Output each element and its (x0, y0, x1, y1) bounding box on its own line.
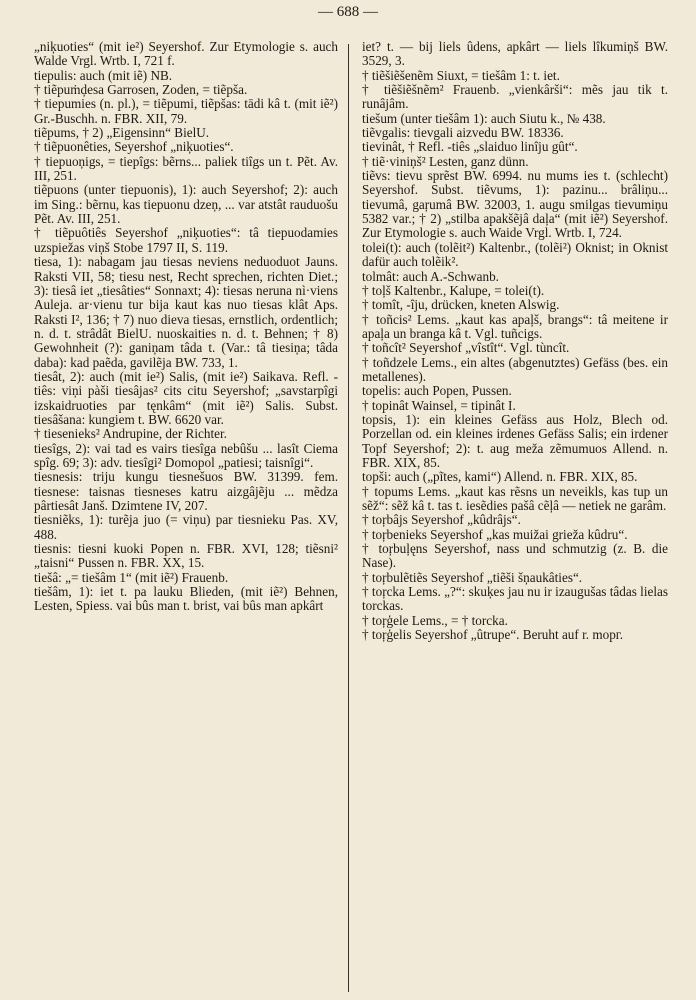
dictionary-entry: † toļš Kaltenbr., Kalupe, = tolei(t). (362, 282, 545, 298)
dictionary-entry: † toñcis² Lems. „kaut kas apaļš, brangs“: tâ meitene ir apaļa un branga kâ t. Vgl. tuñcigs. (362, 311, 668, 341)
dictionary-entry: tiesnesis: triju kungu tiesnešuos BW. 31399. fem. tiesnese: taisnas tiesneses katru aizgâjẽju ... mẽdza pârtiesât Janš. Dzimtene IV, 207. (34, 469, 338, 513)
dictionary-entry: topši: auch („pĩtes, kami“) Allend. n. FBR. XIX, 85. (362, 469, 638, 485)
dictionary-entry: † toŗcka Lems. „?“: skuķes jau nu ir izaugušas tâdas lielas torckas. (362, 584, 668, 614)
dictionary-entry: † toŗģelis Seyershof „ûtrupe“. Beruht auf r. moрг. (362, 627, 624, 643)
dictionary-entry: topsis, 1): ein kleines Gefäss aus Holz, Blech od. Porzellan od. ein kleines irdenes Gefäss Salis; ein irdener Topf Seyershof; 2): t. aug meža zẽmumuos Allend. n. FBR. XIX, 85. (362, 411, 668, 470)
dictionary-entry: † topums Lems. „kaut kas rẽsns un neveikls, kas tup un sẽž“: sẽž kâ t. tas t. iesẽdies pašâ cẽļâ — netiek ne garâm. (362, 483, 668, 513)
dictionary-entry: † toŗģele Lems., = † torcka. (362, 612, 508, 628)
dictionary-entry: tiesîgs, 2): vai tad es vairs tiesîga nebûšu ... lasît Ciema spîg. 69; 3): adv. tiesîgi² Domopol „patiesi; taisnîgi“. (34, 440, 338, 470)
dictionary-entry: † topinât Wainsel, = tipinât I. (362, 397, 516, 413)
dictionary-entry: † tiepuoņigs, = tiepîgs: bẽrns... paliek tiîgs un t. Pẽt. Av. III, 251. (34, 153, 338, 184)
dictionary-entry: † tiẽšiẽšnẽm² Frauenb. „vienkârši“: mẽs jau tik t. runâjâm. (362, 82, 668, 112)
dictionary-entry: tiepulis: auch (mit iẽ) NB. (34, 67, 173, 83)
dictionary-entry: tiesât, 2): auch (mit ie²) Salis, (mit ie²) Saikava. Refl. -tiês: viņi pàši tiesâjas² cits citu Seyershof; „savstarpîgi izskaidruoties par tęnkâm“ (mit iẽ²) Salis. Subst. tiesâšana: kungiem t. BW. 6620 var. (34, 368, 338, 427)
dictionary-entry: tolei(t): auch (tolẽit²) Kaltenbr., (tolẽi²) Oknist; in Oknist dafür auch tolẽik². (362, 239, 668, 270)
dictionary-entry: tiẽvgalis: tievgali aizvedu BW. 18336. (362, 125, 564, 141)
dictionary-entry: tiesniẽks, 1): turẽja juo (= viņu) par tiesnieku Pas. XV, 488. (34, 512, 338, 542)
dictionary-entry: † toñdzele Lems., ein altes (abgenutztes) Gefäss (bes. ein metallenes). (362, 354, 668, 384)
dictionary-entry: † toñcît² Seyershof „vîstît“. Vgl. tùncît. (362, 340, 570, 356)
dictionary-entry: „niķuoties“ (mit ie²) Seyershof. Zur Etymologie s. auch Walde Vrgl. Wrtb. I, 721 f. (34, 39, 338, 69)
dictionary-entry: tolmât: auch A.-Schwanb. (362, 268, 499, 284)
dictionary-entry: tiešum (unter tiešâm 1): auch Siutu k., № 438. (362, 110, 606, 126)
left-column (34, 40, 338, 990)
dictionary-entry: tiešâ: „= tiešâm 1“ (mit iẽ²) Frauenb. (34, 569, 229, 585)
dictionary-entry: † tiepumies (n. pl.), = tiẽpumi, tiẽpšas: tādi kâ t. (mit iẽ²) Gr.-Buschh. n. FBR. XII, 79. (34, 96, 338, 126)
dictionary-entry: tiẽpuons (unter tiepuonis), 1): auch Seyershof; 2): auch im Sing.: bẽrnu, kas tiepuonu dzeņ, ... var atstât rauduošu Pẽt. Av. III, 251. (34, 182, 338, 227)
dictionary-entry: † tiẽpuonêties, Seyershof „niķuoties“. (34, 139, 234, 155)
dictionary-entry: † toŗbenieks Seyershof „kas muižai grieža kûdru“. (362, 526, 628, 542)
dictionary-entry: † tiẽpuṁḑesa Garrosen, Zoden, = tiẽpša. (34, 82, 248, 98)
dictionary-entry: † tomît, -îju, drücken, kneten Alswig. (362, 297, 560, 313)
dictionary-entry: † toŗbulẽtiẽs Seyershof „tiẽši šņaukâties“. (362, 569, 583, 585)
dictionary-entry: tiesa, 1): nabagam jau tiesas neviens neduoduot Jauns. Raksti VII, 58; tiesu nest, Recht sprechen, richten Diet.; 3): tiesâ iet „tiesâties“ Sonnaxt; 4): tiesas neruna nì·viens Auleja. ar·vienu tur bija kaut kas nuo tiesas klât Aps. Raksti I², 136; † 7) nuo dieva tiesas, ernstlich, ordentlich; n. d. t. strâdât BielU. nuoskaities n. d. t. Behnen; † 8) Gewohnheit (?): ganiņam tâda t. (Var.: tâ tiesiņa; tâda daba): kad paẽda, gavilẽja BW. 733, 1. (34, 254, 338, 370)
dictionary-entry: iet? t. — bij liels ûdens, apkârt — liels lîkumiņš BW. 3529, 3. (362, 39, 668, 69)
dictionary-entry: † tiẽpuôtiês Seyershof „niķuoties“: tâ tiepuodamies uzspiežas viņš Stobe 1797 II, S. 119. (34, 225, 338, 255)
dictionary-entry: tiẽvs: tievu sprẽst BW. 6994. nu mums ies t. (schlecht) Seyershof. Subst. tiẽvums, 1): pazinu... brâliņu... tievumâ, gaŗumâ BW. 32003, 1. augu smilgas tievumiņu 5382 var.; † 2) „stilba apakšẽjâ daļa“ (mit iẽ²) Seyershof. Zur Etymologie s. auch Waide Vrgl. Wrtb. I, 724. (362, 168, 668, 241)
column-divider (348, 44, 349, 992)
dictionary-entry: topelis: auch Popen, Pussen. (362, 383, 512, 399)
right-column (362, 40, 668, 990)
dictionary-entry: † tiẽšiẽšenẽm Siuxt, = tiešâm 1: t. iet. (362, 67, 560, 83)
dictionary-entry: † toŗbuļęns Seyershof, nass und schmutzig (z. B. die Nase). (362, 541, 668, 571)
dictionary-entry: tiešâm, 1): iet t. pa lauku Blieden, (mit iẽ²) Behnen, Lesten, Spiess. vai bûs man t. brist, vai bûs man apkârt (34, 584, 338, 614)
dictionary-entry: † tiẽ·viniņš² Lesten, ganz dünn. (362, 153, 529, 169)
page-number: — 688 — (318, 4, 378, 20)
dictionary-entry: tiesnis: tiesni kuoki Popen n. FBR. XVI, 128; tiẽsni² „taisni“ Pussen n. FBR. XX, 15. (34, 541, 338, 571)
dictionary-entry: tiẽpums, † 2) „Eigensinn“ BielU. (34, 125, 210, 141)
dictionary-entry: tievinât, † Refl. -tiês „slaiduo linîju gût“. (362, 139, 578, 155)
dictionary-entry: † toŗbâjs Seyershof „kûdrâjs“. (362, 512, 521, 528)
dictionary-entry: † tiesenieks² Andrupine, der Richter. (34, 426, 227, 442)
